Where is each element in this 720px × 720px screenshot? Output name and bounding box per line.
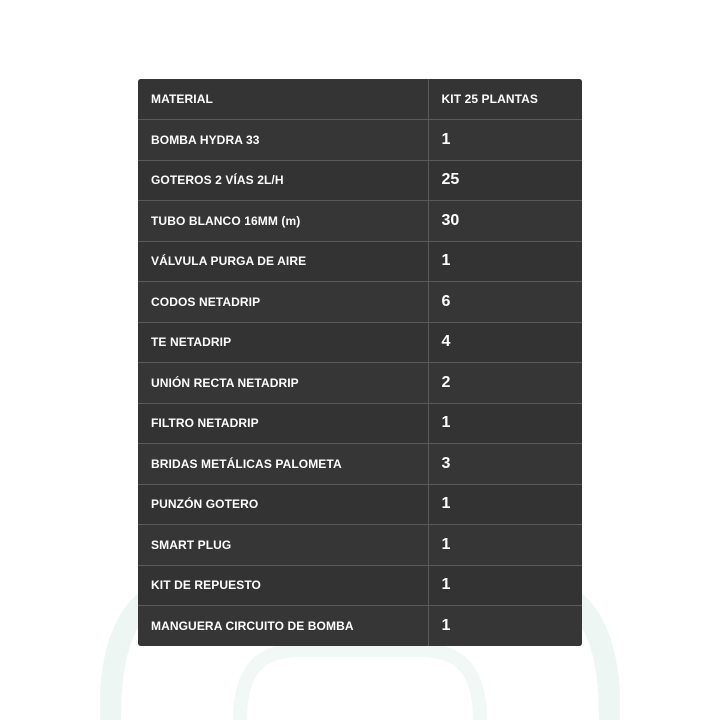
material-cell: KIT DE REPUESTO xyxy=(138,565,428,606)
material-cell: GOTEROS 2 VÍAS 2L/H xyxy=(138,160,428,201)
table-row xyxy=(138,565,582,606)
column-header-kit: KIT 25 PLANTAS xyxy=(428,79,582,120)
material-cell: CODOS NETADRIP xyxy=(138,282,428,323)
material-cell: VÁLVULA PURGA DE AIRE xyxy=(138,241,428,282)
quantity-cell: 1 xyxy=(428,241,582,282)
quantity-cell: 1 xyxy=(428,525,582,566)
table-row xyxy=(138,525,582,566)
quantity-cell: 3 xyxy=(428,444,582,485)
quantity-cell: 4 xyxy=(428,322,582,363)
material-cell: PUNZÓN GOTERO xyxy=(138,484,428,525)
material-cell: MANGUERA CIRCUITO DE BOMBA xyxy=(138,606,428,647)
table-row xyxy=(138,606,582,647)
quantity-cell: 30 xyxy=(428,201,582,242)
table-row xyxy=(138,282,582,323)
quantity-cell: 1 xyxy=(428,120,582,161)
table-row xyxy=(138,120,582,161)
quantity-cell: 1 xyxy=(428,565,582,606)
material-cell: TE NETADRIP xyxy=(138,322,428,363)
column-header-material: MATERIAL xyxy=(138,79,428,120)
material-cell: FILTRO NETADRIP xyxy=(138,403,428,444)
table-row xyxy=(138,484,582,525)
quantity-cell: 25 xyxy=(428,160,582,201)
table-row xyxy=(138,363,582,404)
table-header-row xyxy=(138,79,582,120)
quantity-cell: 1 xyxy=(428,606,582,647)
table-row xyxy=(138,444,582,485)
quantity-cell: 1 xyxy=(428,484,582,525)
material-cell: BRIDAS METÁLICAS PALOMETA xyxy=(138,444,428,485)
material-cell: BOMBA HYDRA 33 xyxy=(138,120,428,161)
material-cell: TUBO BLANCO 16MM (m) xyxy=(138,201,428,242)
table-row xyxy=(138,241,582,282)
table-row xyxy=(138,322,582,363)
material-cell: UNIÓN RECTA NETADRIP xyxy=(138,363,428,404)
quantity-cell: 6 xyxy=(428,282,582,323)
table-row xyxy=(138,160,582,201)
material-cell: SMART PLUG xyxy=(138,525,428,566)
quantity-cell: 2 xyxy=(428,363,582,404)
materials-table xyxy=(138,79,582,646)
table-row xyxy=(138,201,582,242)
table-row xyxy=(138,403,582,444)
quantity-cell: 1 xyxy=(428,403,582,444)
